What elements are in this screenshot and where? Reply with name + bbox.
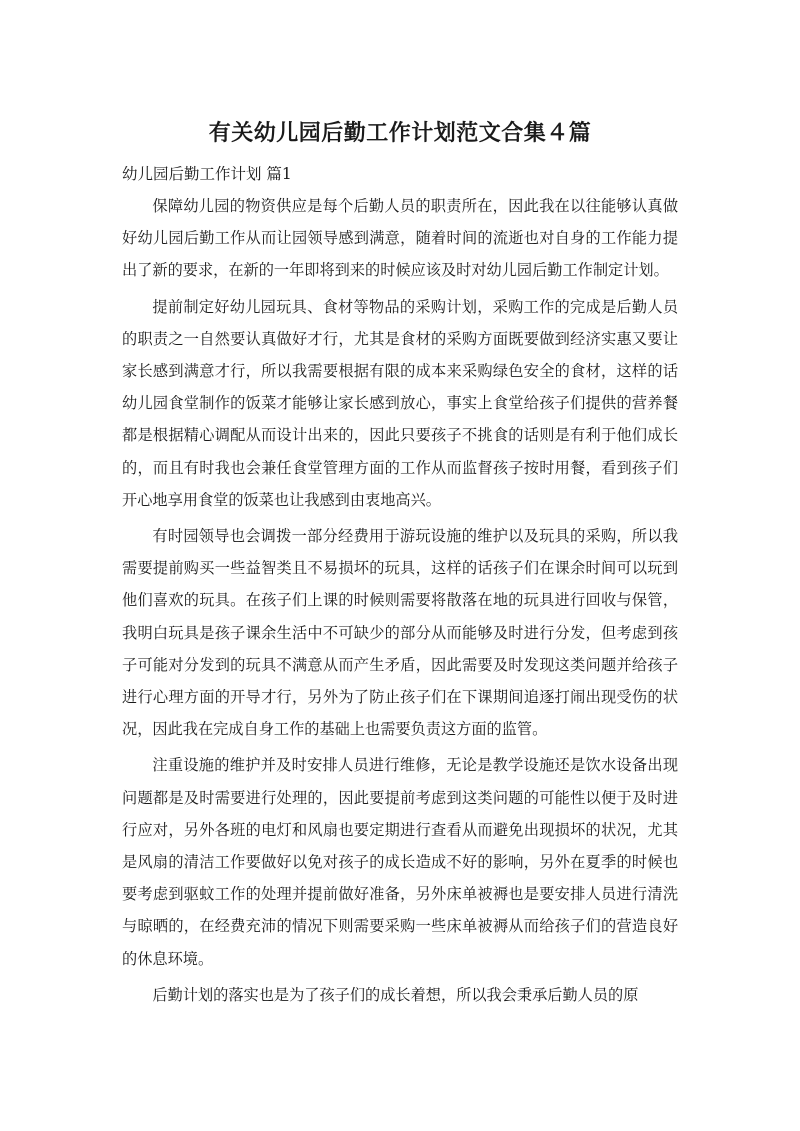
paragraph: 后勤计划的落实也是为了孩子们的成长着想，所以我会秉承后勤人员的原: [152, 985, 639, 1004]
document-body: [122, 190, 678, 1015]
paragraph: 提前制定好幼儿园玩具、食材等物品的采购计划，采购工作的完成是后勤人员的职责之一自然要认真做好才行，尤其是食材的采购方面既要做到经济实惠又要让家长感到满意才行，所以我需要根据有限的成本来采购绿色安全的食材，这样的话幼儿园食堂制作的饭菜才能够让家长感到放心，事实上食堂给孩子们提供的营养餐都是根据精心调配从而设计出来的，因此只要孩子不挑食的话则是有利于他们成长的，而且有时我也会兼任食堂管理方面的工作从而监督孩子按时用餐，看到孩子们开心地享用食堂的饭菜也让我感到由衷地高兴。: [122, 297, 678, 509]
document-title: 有关幼儿园后勤工作计划范文合集４篇: [208, 121, 592, 146]
paragraph: 保障幼儿园的物资供应是每个后勤人员的职责所在，因此我在以往能够认真做好幼儿园后勤工作从而让园领导感到满意，随着时间的流逝也对自身的工作能力提出了新的要求，在新的一年即将到来的时候应该及时对幼儿园后勤工作制定计划。: [122, 197, 678, 280]
section-heading: 幼儿园后勤工作计划 篇1: [122, 165, 292, 183]
paragraph: 注重设施的维护并及时安排人员进行维修，无论是教学设施还是饮水设备出现问题都是及时需要进行处理的，因此要提前考虑到这类问题的可能性以便于及时进行应对，另外各班的电灯和风扇也要定期进行查看从而避免出现损坏的状况，尤其是风扇的清洁工作要做好以免对孩子的成长造成不好的影响，另外在夏季的时候也要考虑到驱蚊工作的处理并提前做好准备，另外床单被褥也是要安排人员进行清洗与晾晒的，在经费充沛的情况下则需要采购一些床单被褥从而给孩子们的营造良好的休息环境。: [122, 756, 678, 968]
paragraph: 有时园领导也会调拨一部分经费用于游玩设施的维护以及玩具的采购，所以我需要提前购买一些益智类且不易损坏的玩具，这样的话孩子们在课余时间可以玩到他们喜欢的玩具。在孩子们上课的时候则需要将散落在地的玩具进行回收与保管，我明白玩具是孩子课余生活中不可缺少的部分从而能够及时进行分发，但考虑到孩子可能对分发到的玩具不满意从而产生矛盾，因此需要及时发现这类问题并给孩子进行心理方面的开导才行，另外为了防止孩子们在下课期间追逐打闹出现受伤的状况，因此我在完成自身工作的基础上也需要负责这方面的监管。: [122, 527, 678, 739]
